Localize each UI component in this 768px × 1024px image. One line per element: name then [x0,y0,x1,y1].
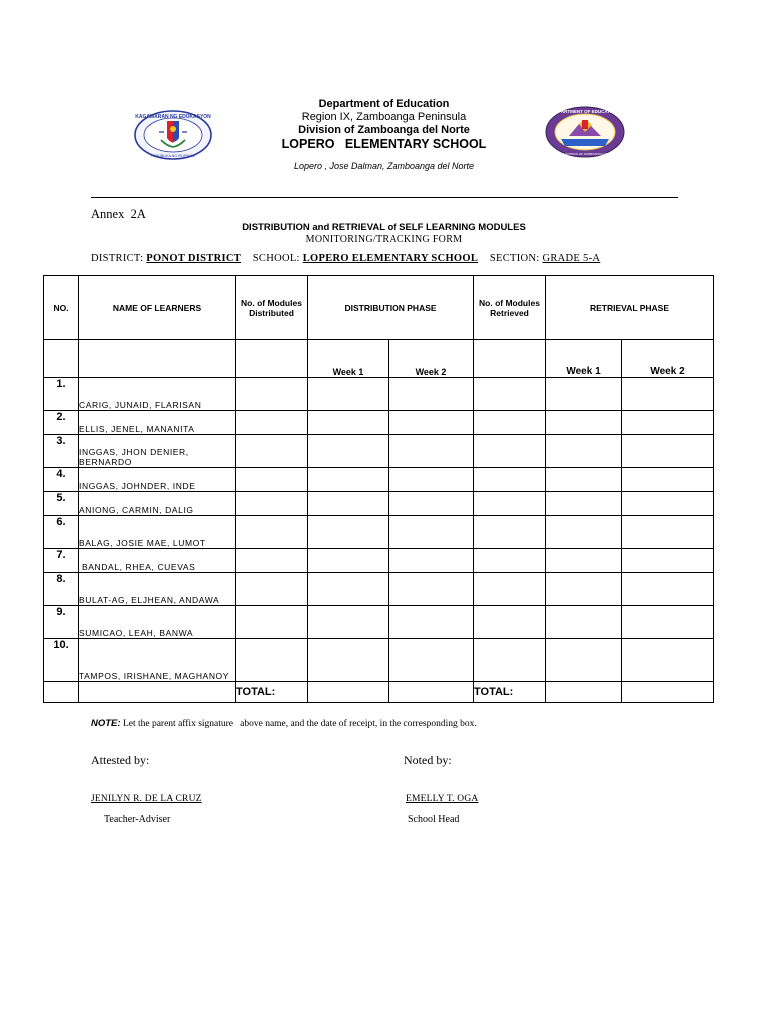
modules-retrieved-cell[interactable] [474,411,546,435]
empty-cell [389,682,474,703]
form-subtitle: MONITORING/TRACKING FORM [305,234,463,245]
learner-name: TAMPOS, IRISHANE, MAGHANOY [79,639,236,682]
retrieval-week1-cell[interactable] [546,606,622,639]
svg-text:REPUBLIKA NG PILIPINAS: REPUBLIKA NG PILIPINAS [151,154,195,158]
modules-retrieved-cell[interactable] [474,435,546,468]
attested-by-label: Attested by: [91,753,150,767]
svg-text:KAGAWARAN NG EDUKASYON: KAGAWARAN NG EDUKASYON [135,114,211,120]
learner-number: 7. [44,549,79,573]
school-head-name: EMELLY T. OGA [406,794,479,804]
distribution-week1-cell[interactable] [308,516,389,549]
retrieval-week1-cell[interactable] [546,435,622,468]
distribution-week1-cell[interactable] [308,378,389,411]
retrieval-week1-cell[interactable] [546,639,622,682]
table-header-row [44,276,714,340]
col-distribution-phase-header: DISTRIBUTION PHASE [308,276,474,340]
distribution-week2-cell[interactable] [389,411,474,435]
svg-text:SCHOOLS DIVISION OF ZAMBOANGA: SCHOOLS DIVISION OF ZAMBOANGA DEL NORTE [549,152,621,156]
modules-retrieved-cell[interactable] [474,639,546,682]
modules-retrieved-cell[interactable] [474,573,546,606]
retrieval-week2-cell[interactable] [622,549,714,573]
learner-number: 5. [44,492,79,516]
distribution-week2-cell[interactable] [389,492,474,516]
distribution-week1-cell[interactable] [308,606,389,639]
table-row [44,411,714,435]
school-value: LOPERO ELEMENTARY SCHOOL [302,253,479,264]
table-row [44,378,714,411]
learner-number: 6. [44,516,79,549]
table-row [44,492,714,516]
distribution-week1-cell[interactable] [308,549,389,573]
empty-cell [474,340,546,378]
distribution-week1-cell[interactable] [308,573,389,606]
svg-text:DEPARTMENT OF EDUCATION: DEPARTMENT OF EDUCATION [551,109,619,114]
school-name: LOPERO ELEMENTARY SCHOOL [281,137,487,151]
learner-number: 8. [44,573,79,606]
retrieval-week2-header: Week 2 [622,340,714,378]
col-distributed-header: No. of Modules Distributed [236,276,308,340]
retrieval-week1-cell[interactable] [546,411,622,435]
retrieval-week1-cell[interactable] [546,573,622,606]
retrieval-week2-cell[interactable] [622,435,714,468]
retrieval-week1-cell[interactable] [546,468,622,492]
retrieval-week2-cell[interactable] [622,411,714,435]
distribution-week2-cell[interactable] [389,573,474,606]
modules-distributed-cell[interactable] [236,516,308,549]
distributed-total-label: TOTAL: [236,682,308,703]
section-value: GRADE 5-A [542,253,601,264]
noted-by-label: Noted by: [404,753,452,767]
modules-distributed-cell[interactable] [236,549,308,573]
empty-cell [79,340,236,378]
retrieval-week2-cell[interactable] [622,606,714,639]
modules-distributed-cell[interactable] [236,606,308,639]
distribution-week2-cell[interactable] [389,516,474,549]
section-label: SECTION: [489,253,540,264]
learner-name: INGGAS, JOHNDER, INDE [79,468,236,492]
adviser-title: Teacher-Adviser [104,814,171,825]
distribution-week1-header: Week 1 [308,340,389,378]
modules-distributed-cell[interactable] [236,492,308,516]
form-title: DISTRIBUTION and RETRIEVAL of SELF LEARNING MODULES [242,222,526,233]
learner-name: ANIONG, CARMIN, DALIG [79,492,236,516]
learner-name: BALAG, JOSIE MAE, LUMOT [79,516,236,549]
retrieval-week1-cell[interactable] [546,492,622,516]
empty-cell [622,682,714,703]
retrieval-week2-cell[interactable] [622,492,714,516]
district-value: PONOT DISTRICT [146,253,242,264]
learner-name: SUMICAO, LEAH, BANWA [79,606,236,639]
letterhead [0,98,768,173]
learner-number: 9. [44,606,79,639]
distribution-week1-cell[interactable] [308,468,389,492]
table-row [44,639,714,682]
retrieval-week2-cell[interactable] [622,378,714,411]
retrieval-week1-header: Week 1 [546,340,622,378]
learner-name: INGGAS, JHON DENIER, BERNARDO [79,435,236,468]
retrieval-week2-cell[interactable] [622,468,714,492]
table-row [44,435,714,468]
empty-cell [308,682,389,703]
col-name-header: NAME OF LEARNERS [79,276,236,340]
empty-cell [546,682,622,703]
learner-rows [44,378,714,682]
modules-retrieved-cell[interactable] [474,549,546,573]
learner-number: 4. [44,468,79,492]
table-row [44,516,714,549]
distribution-week2-header: Week 2 [389,340,474,378]
annex-label: Annex 2A [91,207,146,221]
retrieved-total-label: TOTAL: [474,682,546,703]
modules-retrieved-cell[interactable] [474,492,546,516]
distribution-week2-cell[interactable] [389,639,474,682]
distribution-week1-cell[interactable] [308,492,389,516]
total-row [44,682,714,703]
learners-table [43,275,714,703]
learner-number: 10. [44,639,79,682]
modules-distributed-cell[interactable] [236,639,308,682]
empty-cell [79,682,236,703]
modules-retrieved-cell[interactable] [474,378,546,411]
distribution-week2-cell[interactable] [389,549,474,573]
form-info-line [91,253,600,264]
distribution-week1-cell[interactable] [308,435,389,468]
table-row [44,606,714,639]
modules-distributed-cell[interactable] [236,573,308,606]
modules-distributed-cell[interactable] [236,378,308,411]
modules-distributed-cell[interactable] [236,435,308,468]
school-address: Lopero , Jose Dalman, Zamboanga del Norte [293,161,475,171]
modules-distributed-cell[interactable] [236,411,308,435]
note-line [91,718,477,729]
retrieval-week2-cell[interactable] [622,573,714,606]
school-label: SCHOOL: [252,253,300,264]
distribution-week2-cell[interactable] [389,435,474,468]
learner-number: 3. [44,435,79,468]
modules-retrieved-cell[interactable] [474,468,546,492]
distribution-week2-cell[interactable] [389,468,474,492]
empty-cell [44,340,79,378]
retrieval-week2-cell[interactable] [622,516,714,549]
distribution-week2-cell[interactable] [389,606,474,639]
col-no-header: NO. [44,276,79,340]
learner-name: CARIG, JUNAID, FLARISAN [79,378,236,411]
empty-cell [44,682,79,703]
retrieval-week2-cell[interactable] [622,639,714,682]
learner-number: 2. [44,411,79,435]
learner-number: 1. [44,378,79,411]
learner-name: BULAT-AG, ELJHEAN, ANDAWA [79,573,236,606]
learner-name: BANDAL, RHEA, CUEVAS [79,549,236,573]
modules-retrieved-cell[interactable] [474,606,546,639]
col-retrieval-phase-header: RETRIEVAL PHASE [546,276,714,340]
learner-name: ELLIS, JENEL, MANANITA [79,411,236,435]
retrieval-week1-cell[interactable] [546,378,622,411]
modules-distributed-cell[interactable] [236,468,308,492]
division-name: Division of Zamboanga del Norte [298,124,470,136]
header-divider [91,197,678,198]
note-text: Let the parent affix signature above name, and the date of receipt, in the corresponding box. [120,719,477,729]
distribution-week1-cell[interactable] [308,411,389,435]
district-label: DISTRICT: [91,253,144,264]
distribution-week2-cell[interactable] [389,378,474,411]
note-label: NOTE: [91,718,121,729]
table-row [44,549,714,573]
retrieval-week1-cell[interactable] [546,549,622,573]
week-header-row [44,340,714,378]
retrieval-week1-cell[interactable] [546,516,622,549]
modules-retrieved-cell[interactable] [474,516,546,549]
table-row [44,573,714,606]
distribution-week1-cell[interactable] [308,639,389,682]
adviser-name: JENILYN R. DE LA CRUZ [91,794,202,804]
table-row [44,468,714,492]
department-name: Department of Education [318,98,450,110]
empty-cell [236,340,308,378]
school-head-title: School Head [408,814,460,825]
col-retrieved-header: No. of Modules Retrieved [474,276,546,340]
region-name: Region IX, Zamboanga Peninsula [301,111,467,123]
